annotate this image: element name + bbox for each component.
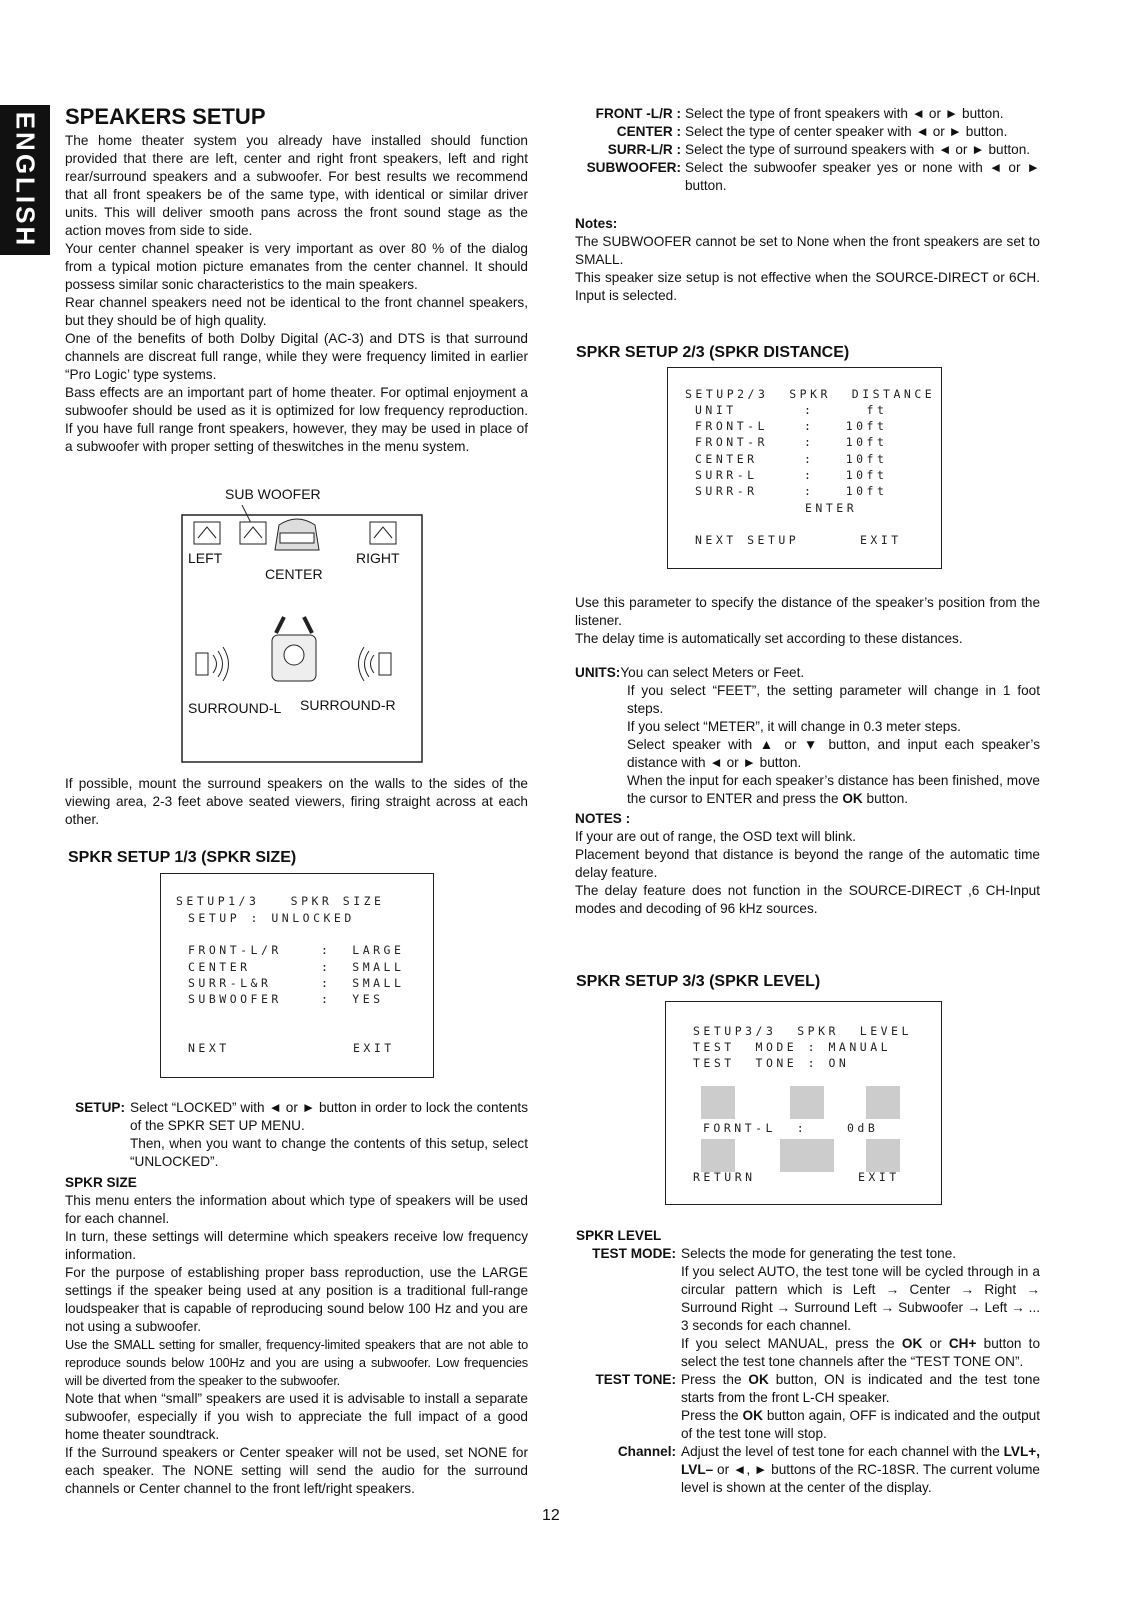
right-speaker-icon xyxy=(370,522,396,544)
osd-row-label: SUBWOOFER xyxy=(188,992,282,1006)
ok-label: OK xyxy=(842,791,863,806)
test-mode-key: TEST MODE: xyxy=(592,1246,676,1261)
language-tab xyxy=(0,105,50,255)
spkr-size-paragraph: For the purpose of establishing proper bass reproduction, use the LARGE settings if the speaker being used at any position is a traditional full-range loudspeaker that is capable of reproducing sound below 100 Hz and you are not using a subwoofer. xyxy=(65,1265,528,1334)
page-title: SPEAKERS SETUP xyxy=(65,104,266,129)
osd-row-value: : 10ft xyxy=(804,484,888,498)
osd-spkr-size-screen xyxy=(160,873,434,1078)
notes2-section xyxy=(575,810,1040,918)
ch-plus-label: CH+ xyxy=(948,1336,977,1351)
osd-exit: EXIT xyxy=(858,1170,900,1184)
osd-row-label: CENTER xyxy=(188,960,251,974)
sub-woofer-label: SUB WOOFER xyxy=(225,486,321,502)
intro-paragraph: The home theater system you already have installed should function provided that there are left, center and right front speakers, left and right rear/surround speakers and a subwoofer. For best results we recommend that all front speakers be of the same type, with identical or similar driver units. This will deliver smooth pans across the front sound stage as the action moves from side to side. xyxy=(65,133,528,238)
spkr-size-title: SPKR SIZE xyxy=(65,1175,137,1190)
def-key: CENTER : xyxy=(616,124,681,139)
test-tone-text: button again, OFF is indicated and the output of the test tone will stop. xyxy=(681,1408,1040,1441)
distance-text: Use this parameter to specify the distance of the speaker’s position from the listener. xyxy=(575,595,1040,628)
note-text: The delay feature does not function in the SOURCE-DIRECT ,6 CH-Input modes and decoding of 96 kHz sources. xyxy=(575,883,1040,916)
note-text: If your are out of range, the OSD text will blink. xyxy=(575,829,857,844)
language-tab-label: ENGLISH xyxy=(10,111,41,249)
units-definition xyxy=(575,664,1040,808)
units-key: UNITS: xyxy=(575,665,621,680)
spkr-size-section xyxy=(65,1174,528,1498)
test-mode-text: If you select AUTO, the test tone will be cycled through in a circular pattern which is Left → Center → Right → Surround Right → Surround Left → Subwoofer → Left → ... 3 seconds for each channel. xyxy=(681,1264,1040,1333)
osd-row-label: UNIT xyxy=(695,403,737,417)
test-tone-text: button, ON is indicated and the test tone starts from the front L-CH speaker. xyxy=(681,1372,1041,1405)
osd-row-label: SURR-R xyxy=(695,484,758,498)
test-tone-text: Press the xyxy=(681,1372,749,1387)
def-key: SUBWOOFER: xyxy=(586,160,681,175)
spkr-level-definitions xyxy=(575,1245,1040,1497)
subwoofer-icon xyxy=(240,522,266,544)
lvl-label: LVL+, LVL– xyxy=(681,1444,1040,1477)
def-key: SURR-L/R : xyxy=(607,142,681,157)
intro-paragraph: One of the benefits of both Dolby Digital (AC-3) and DTS is that surround channels are discreat full range, while they were frequency limited in earlier “Pro Logic’ type systems. xyxy=(65,331,528,382)
mount-instructions: If possible, mount the surround speakers on the walls to the sides of the viewing area, 2-3 feet above seated viewers, firing straight across at each other. xyxy=(65,776,528,827)
center-speaker-icon xyxy=(275,519,319,550)
surround-left-label: SURROUND-L xyxy=(188,700,282,716)
spkr-level-section-title: SPKR SETUP 3/3 (SPKR LEVEL) xyxy=(576,973,821,990)
osd-row-label: FRONT-L/R xyxy=(188,943,282,957)
page-number: 12 xyxy=(542,1507,560,1524)
def-value: Select the subwoofer speaker yes or none with ◄ or ► button. xyxy=(685,160,1040,193)
channel-text: or ◄, ► buttons of the RC-18SR. The current volume level is shown at the center of the display. xyxy=(681,1462,1040,1495)
units-text: button. xyxy=(862,791,909,806)
osd-spkr-level-screen xyxy=(665,1001,942,1205)
osd-block xyxy=(701,1086,735,1119)
distance-description xyxy=(575,594,1040,648)
osd-row-label: SURR-L&R xyxy=(188,976,272,990)
osd-row-value: : 10ft xyxy=(804,435,888,449)
osd-row-value: : SMALL xyxy=(321,960,405,974)
osd-level-value: 0dB xyxy=(847,1121,879,1135)
setup-definition xyxy=(65,1099,528,1171)
ok-label: OK xyxy=(742,1408,763,1423)
test-tone-key: TEST TONE: xyxy=(595,1372,676,1387)
spkr-level-title: SPKR LEVEL xyxy=(576,1228,662,1243)
units-text: When the input for each speaker’s distance has been finished, move the cursor to ENTER and press the xyxy=(627,773,1040,806)
surround-left-speaker-icon xyxy=(196,647,229,681)
def-key: FRONT -L/R : xyxy=(595,106,681,121)
osd-block xyxy=(866,1086,900,1119)
osd-return: RETURN xyxy=(693,1170,756,1184)
osd-line: TEST TONE : ON xyxy=(693,1056,850,1070)
note-text: This speaker size setup is not effective when the SOURCE-DIRECT or 6CH. Input is selected. xyxy=(575,270,1040,303)
test-mode-text: or xyxy=(922,1336,949,1351)
channel-key: Channel: xyxy=(617,1444,676,1459)
left-speaker-label: LEFT xyxy=(188,550,223,566)
osd-next-setup: NEXT SETUP xyxy=(695,533,800,547)
osd-row-value: : SMALL xyxy=(321,976,405,990)
osd-block xyxy=(701,1139,735,1172)
center-speaker-label: CENTER xyxy=(265,566,323,582)
osd-enter: ENTER xyxy=(805,501,858,515)
osd-channel: FORNT-L : xyxy=(703,1121,808,1135)
osd-row-value: : YES xyxy=(321,992,384,1006)
spkr-size-paragraph: This menu enters the information about which type of speakers will be used for each channel. xyxy=(65,1193,528,1226)
spkr-size-paragraph: Use the SMALL setting for smaller, frequency-limited speakers that are not able to reproduce sounds below 100Hz and you are using a subwoofer. Low frequencies will be diverted from the speaker to the subwoofer. xyxy=(65,1337,528,1388)
def-value: Select the type of center speaker with ◄ or ► button. xyxy=(685,124,1008,139)
ok-label: OK xyxy=(901,1336,923,1351)
osd-block xyxy=(780,1139,834,1172)
test-mode-text: button to select the test tone channels after the “TEST TONE ON”. xyxy=(681,1336,1041,1369)
units-text: You can select Meters or Feet. xyxy=(620,665,805,680)
osd-row-label: CENTER xyxy=(695,452,758,466)
surround-right-label: SURROUND-R xyxy=(300,697,396,713)
osd-line: SETUP3/3 SPKR LEVEL xyxy=(693,1024,912,1038)
osd-row-value: : ft xyxy=(804,403,888,417)
osd-line: SETUP1/3 SPKR SIZE xyxy=(176,894,385,908)
speaker-type-definitions xyxy=(575,105,1040,195)
left-speaker-icon xyxy=(194,522,220,544)
note-text: Placement beyond that distance is beyond the range of the automatic time delay feature. xyxy=(575,847,1040,880)
osd-line: SETUP : UNLOCKED xyxy=(188,911,355,925)
left-column xyxy=(65,104,528,456)
osd-row-value: : 10ft xyxy=(804,419,888,433)
intro-paragraph: Rear channel speakers need not be identical to the front channel speakers, but they should be of high quality. xyxy=(65,295,528,328)
osd-exit: EXIT xyxy=(353,1041,395,1055)
osd-row-value: : 10ft xyxy=(804,468,888,482)
ok-label: OK xyxy=(748,1372,769,1387)
osd-row-value: : LARGE xyxy=(321,943,405,957)
units-text: If you select “FEET”, the setting parameter will change in 1 foot steps. xyxy=(627,683,1040,716)
osd-row-value: : 10ft xyxy=(804,452,888,466)
notes-section xyxy=(575,215,1040,305)
osd-line: SETUP2/3 SPKR DISTANCE xyxy=(685,387,936,401)
spkr-size-section-title: SPKR SETUP 1/3 (SPKR SIZE) xyxy=(68,849,297,866)
notes-title: Notes: xyxy=(575,216,618,231)
right-speaker-label: RIGHT xyxy=(356,550,400,566)
spkr-size-paragraph: In turn, these settings will determine which speakers receive low frequency information. xyxy=(65,1229,528,1262)
speaker-layout-diagram xyxy=(180,505,450,767)
def-value: Select the type of surround speakers with ◄ or ► button. xyxy=(685,142,1031,157)
osd-row-label: SURR-L xyxy=(695,468,758,482)
osd-line: TEST MODE : MANUAL xyxy=(693,1040,892,1054)
osd-spkr-distance-screen xyxy=(667,367,942,569)
setup-text: Select “LOCKED” with ◄ or ► button in order to lock the contents of the SPKR SET UP MENU. xyxy=(130,1100,528,1133)
surround-right-speaker-icon xyxy=(359,647,392,681)
distance-text: The delay time is automatically set according to these distances. xyxy=(575,631,963,646)
test-mode-text: If you select MANUAL, press the xyxy=(681,1336,902,1351)
osd-next: NEXT xyxy=(188,1041,230,1055)
setup-key: SETUP: xyxy=(75,1100,125,1115)
listener-icon xyxy=(272,617,316,681)
test-mode-text: Selects the mode for generating the test tone. xyxy=(681,1246,957,1261)
spkr-distance-section-title: SPKR SETUP 2/3 (SPKR DISTANCE) xyxy=(576,344,850,361)
note-text: The SUBWOOFER cannot be set to None when the front speakers are set to SMALL. xyxy=(575,234,1040,267)
osd-row-label: FRONT-R xyxy=(695,435,768,449)
def-value: Select the type of front speakers with ◄ or ► button. xyxy=(685,106,1004,121)
notes2-title: NOTES : xyxy=(575,811,631,826)
osd-row-label: FRONT-L xyxy=(695,419,768,433)
setup-text: Then, when you want to change the contents of this setup, select “UNLOCKED”. xyxy=(130,1136,528,1169)
test-tone-text: Press the xyxy=(681,1408,743,1423)
osd-block xyxy=(790,1086,824,1119)
intro-paragraph: Bass effects are an important part of home theater. For optimal enjoyment a subwoofer should be used as it is optimized for low frequency reproduction. If you have full range front speakers, however, they may be used in place of a subwoofer with proper setting of theswitches in the menu system. xyxy=(65,385,528,454)
intro-paragraph: Your center channel speaker is very important as over 80 % of the dialog from a typical motion picture emanates from the center channel. It should possess similar sonic characteristics to the main speakers. xyxy=(65,241,528,292)
spkr-size-paragraph: Note that when “small” speakers are used it is advisable to install a separate subwoofer, especially if you wish to appreciate the full impact of a good home theater soundtrack. xyxy=(65,1391,528,1442)
units-text: If you select “METER”, it will change in 0.3 meter steps. xyxy=(627,719,961,734)
osd-exit: EXIT xyxy=(860,533,902,547)
channel-text: Adjust the level of test tone for each channel with the xyxy=(681,1444,1004,1459)
osd-block xyxy=(866,1139,900,1172)
units-text: Select speaker with ▲ or ▼ button, and input each speaker’s distance with ◄ or ► button. xyxy=(627,737,1040,770)
spkr-size-paragraph: If the Surround speakers or Center speaker will not be used, set NONE for each speaker. The NONE setting will send the audio for the surround channels or Center channel to the front left/right speakers. xyxy=(65,1445,528,1496)
